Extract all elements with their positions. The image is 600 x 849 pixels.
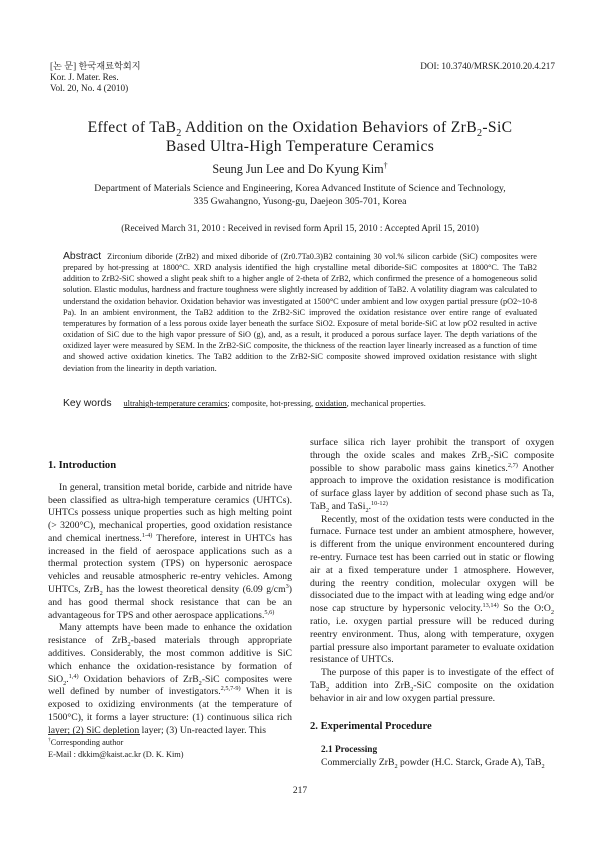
paper-title [40, 118, 560, 156]
abstract [63, 251, 537, 374]
right-column [310, 437, 554, 770]
affiliation-line: 335 Gwahangno, Yusong-gu, Daejeon 305-701, Korea [193, 196, 407, 208]
journal-name-korean: [논 문] 한국재료학회지 [50, 61, 141, 71]
page-number: 217 [292, 786, 308, 796]
paragraph: Commercially ZrB$_2$ powder (H.C. Starck, Grade A), TaB$_2$ [321, 756, 545, 770]
affiliation [48, 182, 552, 209]
title-text: Addition on the Oxidation Behaviors of ZrB [181, 119, 477, 136]
section-heading-introduction: 1. Introduction [48, 460, 117, 471]
paragraph: In general, transition metal boride, carbide and nitride have been classified as ultra-high temperature ceramics (UHTCs). UHTCs possess unique properties such as high melting point (> 3200°C), mechanical properties, good oxidation resistance and chemical inertness.$^{1-4)}$ Therefore, interest in UHTCs has increased in the field of aerospace applications such as a thermal protection system (TPS) on hypersonic aerospace vehicles and reusable atmospheric re-entry vehicles. Among UHTCs, ZrB$_2$ has the lowest theoretical density (6.09 $g/cm^3$) and has good thermal shock resistance that can be an advantageous for TPS and other aerospace applications.$^{5,6)}$ [48, 481, 293, 621]
title-sub: 2 [176, 128, 182, 140]
title-line-2: Based Ultra-High Temperature Ceramics [165, 138, 435, 155]
corresponding-mark: † [383, 160, 388, 170]
author-names: Seung Jun Lee and Do Kyung Kim [212, 162, 384, 176]
subsection-heading-processing: 2.1 Processing [321, 745, 378, 756]
paragraph: Recently, most of the oxidation tests were conducted in the furnace. Furnace test under an ambient atmosphere, however, is different from the unique environment encountered during re-entry. Furnace test has been carried out in static or flowing air at a fixed temperature under 1 atmosphere. However, during the reentry condition, molecular oxygen will be dissociated due to the impact with at leading wing edge and/or nose cap structure by hypersonic velocity.$^{13,14)}$ So the $O:O_2$ ratio, i.e. oxygen partial pressure will be reduced during reentry environment. Thus, along with temperature, oxygen partial pressure also important parameter to evaluate oxidation resistance of UHTCs. [310, 513, 554, 666]
keyword-link[interactable]: oxidation [315, 399, 347, 408]
keyword-text: ; composite, hot-pressing, [227, 399, 316, 408]
journal-abbrev: Kor. J. Mater. Res. [50, 72, 119, 83]
journal-info [50, 61, 141, 95]
authors [40, 162, 560, 176]
footnote-email: E-Mail : dkkim@kaist.ac.kr (D. K. Kim) [48, 749, 184, 759]
paragraph: surface silica rich layer prohibit the transport of oxygen through the oxide scales and makes ZrB$_2$-SiC composite possible to show parabolic mass gains kinetics.$^{2,7)}$ Another approach to improve the oxidation resistance is modification of surface glass layer by addition of second phase such as Ta, TaB$_2$ and TaSi$_2$.$^{10-12)}$ [310, 437, 555, 514]
footnote-corresponding: †Corresponding author [48, 737, 124, 747]
keyword-link[interactable]: ultrahigh-temperature ceramics [123, 399, 228, 408]
doi: DOI: 10.3740/MRSK.2010.20.4.217 [420, 61, 555, 71]
keywords [63, 398, 537, 409]
paragraph: Many attempts have been made to enhance the oxidation resistance of ZrB$_2$-based materials through appropriate additives. Considerably, the most common additive is SiC which enhance the oxidation-resistance by formation of SiO$_2$.$^{1,4)}$ Oxidation behaviors of ZrB$_2$-SiC composites were well defined by number of investigators.$^{2,5,7-9)}$ When it is exposed to oxidizing environments (at the temperature of 1500°C), it forms a layer structure: (1) continuous silica rich layer; (2) SiC depletion layer; (3) Un-reacted layer. This [48, 622, 292, 736]
footnote [48, 737, 298, 760]
received-dates: (Received March 31, 2010 : Received in revised form April 15, 2010 : Accepted April 15, 2010) [121, 224, 479, 234]
abstract-label: Abstract [63, 251, 102, 262]
abstract-text: Zirconium diboride (ZrB2) and mixed diboride of (Zr0.7Ta0.3)B2 containing 30 vol.% silicon carbide (SiC) composites were prepared by hot-pressing at 1800°C. XRD analysis identified the high crystalline metal diboride-SiC composites at 1800°C. The TaB2 addition to ZrB2-SiC showed a slight peak shift to a higher angle of 2-theta of ZrB2, which confirmed the presence of a homogeneous solid solution. Elastic modulus, hardness and fracture toughness were slightly increased by addition of TaB2. A volatility diagram was calculated to understand the oxidation behavior. Oxidation behavior was investigated at 1500°C under ambient and low oxygen partial pressure (pO2~10-8 Pa). In an ambient environment, the TaB2 addition to the ZrB2-SiC improved the oxidation resistance over entire range of evaluated temperatures by formation of a less porous oxide layer beneath the surface SiO2. Exposure of metal boride-SiC at low pO2 resulted in active oxidation of SiC due to the high vapor pressure of SiO (g), and, as a result, it produced a porous surface layer. The depth variations of the oxidized layer were measured by SEM. In the ZrB2-SiC composite, the thickness of the reaction layer linearly increased as a function of time and showed active oxidation kinetics. The TaB2 addition to the ZrB2-SiC composite showed improved oxidation resistance with slight deviation from the linearity in depth variation. [63, 252, 537, 373]
left-column [48, 460, 292, 737]
keywords-label: Key words [63, 398, 112, 409]
journal-volume: Vol. 20, No. 4 (2010) [50, 83, 129, 94]
paragraph: The purpose of this paper is to investigate of the effect of TaB$_2$ addition into ZrB$_2$-SiC composite on the oxidation behavior in air and low oxygen partial pressure. [310, 667, 554, 704]
section-heading-experimental: 2. Experimental Procedure [310, 721, 432, 733]
keyword-text: , mechanical properties. [346, 399, 426, 408]
title-text: -SiC [482, 119, 513, 136]
title-sub: 2 [476, 128, 483, 140]
title-line-1 [40, 118, 560, 140]
affiliation-line: Department of Materials Science and Engineering, Korea Advanced Institute of Science and Technology, [94, 183, 506, 194]
footnote-divider [48, 734, 140, 735]
title-text: Effect of TaB [87, 119, 177, 136]
